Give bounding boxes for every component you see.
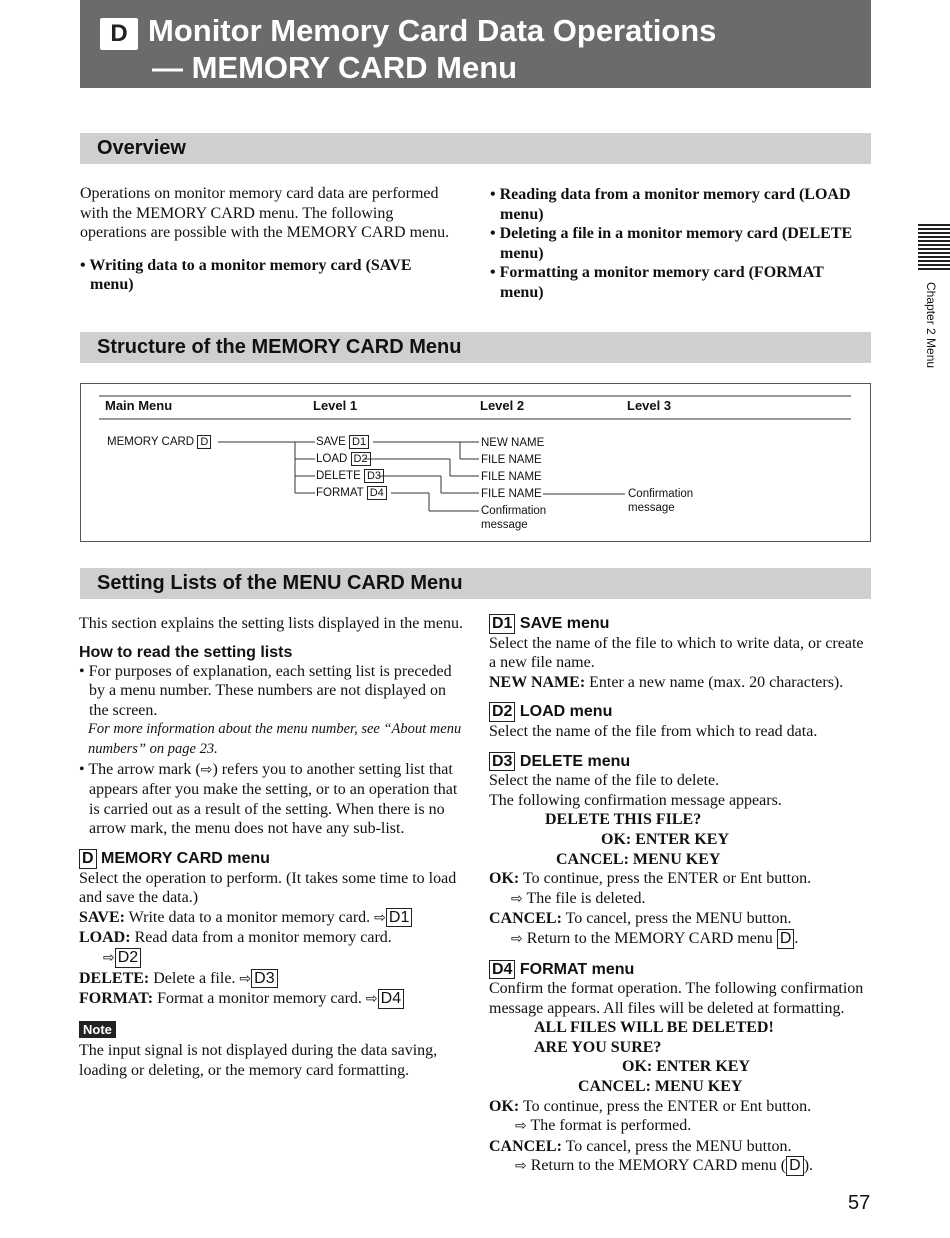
arrow-icon: ⇨ (515, 1118, 527, 1135)
page-title-line1: Monitor Memory Card Data Operations (148, 13, 717, 48)
chapter-tab-marker (918, 224, 950, 270)
node-confirmation: Confirmation message (481, 505, 547, 531)
format-ok-result: ⇨ The format is performed. (515, 1117, 692, 1135)
overview-bullet: • Formatting a monitor memory card (FORMAT menu) (490, 264, 824, 301)
diagram-lines (81, 384, 870, 541)
save-new-name: NEW NAME: Enter a new name (max. 20 characters). (489, 673, 844, 691)
load-menu-heading: D2 LOAD menu (489, 702, 874, 722)
setting-lists-right-column (489, 614, 874, 1177)
mc-load-item: LOAD: Read data from a monitor memory card. (79, 929, 392, 947)
overview-bullets-right (490, 185, 862, 303)
delete-cancel: CANCEL: To cancel, press the MENU button. (489, 910, 792, 928)
node-file-name: FILE NAME (481, 488, 542, 500)
col-level2: Level 2 (480, 398, 525, 413)
arrow-icon: ⇨ (239, 970, 252, 987)
overview-bullet: • Reading data from a monitor memory card (LOAD menu) (490, 186, 851, 223)
mc-format-item: FORMAT: Format a monitor memory card. ⇨ D4 (79, 989, 464, 1010)
delete-menu-desc: The following confirmation message appears. (489, 791, 782, 809)
node-save: SAVE D1 (316, 435, 369, 449)
delete-menu-desc: Select the name of the file to delete. (489, 772, 720, 790)
format-msg-line: OK: ENTER KEY (622, 1058, 751, 1076)
arrow-icon: ⇨ (103, 949, 115, 966)
arrow-icon: ⇨ (511, 890, 523, 907)
format-ok: OK: To continue, press the ENTER or Ent button. (489, 1097, 812, 1115)
overview-bullet: • Writing data to a monitor memory card (SAVE menu) (80, 256, 412, 294)
arrow-icon: ⇨ (200, 761, 213, 778)
mc-load-ref: ⇨ D2 (79, 948, 464, 969)
howto-bullet: • For purposes of explanation, each setting list is preceded by a menu number. These numbers are not displayed on the screen. (79, 662, 452, 719)
delete-ok-result: ⇨ The file is deleted. (511, 889, 646, 907)
overview-bullet: • Deleting a file in a monitor memory card (DELETE menu) (490, 225, 853, 262)
arrow-icon: ⇨ (374, 909, 386, 926)
arrow-icon: ⇨ (515, 1158, 527, 1175)
node-file-name: FILE NAME (481, 471, 542, 483)
section-structure (80, 332, 871, 363)
delete-ok: OK: To continue, press the ENTER or Ent button. (489, 870, 812, 888)
overview-intro-text: Operations on monitor memory card data are performed with the MEMORY CARD menu. The following operations are possible with the MEMORY CARD menu. (80, 185, 450, 242)
mc-delete-item: DELETE: Delete a file. ⇨ D3 (79, 969, 464, 990)
menu-structure-diagram (80, 383, 871, 542)
save-menu-heading: D1 SAVE menu (489, 614, 874, 634)
howto-note: For more information about the menu number, see “About menu numbers” on page 23. (88, 721, 462, 757)
delete-msg-line: DELETE THIS FILE? (545, 811, 702, 829)
col-level3: Level 3 (627, 398, 672, 413)
mc-menu-desc: Select the operation to perform. (It takes some time to load and save the data.) (79, 869, 457, 907)
setting-lists-left-column (79, 614, 464, 1080)
note-block (79, 1020, 464, 1040)
page-number: 57 (848, 1192, 871, 1214)
node-load: LOAD D2 (316, 452, 371, 466)
howto-bullet: • The arrow mark (⇨) refers you to another setting list that appears after you make the setting, or to an operation that is carried out as a result of the setting. When there is no arrow mark, the menu does not have any sub-list. (79, 760, 458, 838)
chapter-badge: D (100, 18, 138, 50)
arrow-icon: ⇨ (365, 991, 378, 1008)
section-setting-lists (80, 568, 871, 599)
format-menu-desc: Confirm the format operation. The following confirmation message appears. All files will be deleted at formatting. (489, 980, 864, 1017)
save-menu-desc: Select the name of the file to which to write data, or create a new file name. (489, 634, 864, 672)
node-delete: DELETE D3 (316, 469, 384, 483)
chapter-tab-label: Chapter 2 Menu (924, 282, 938, 369)
format-menu-heading: D4 FORMAT menu (489, 960, 874, 980)
node-new-name: NEW NAME (481, 437, 545, 449)
delete-cancel-result: ⇨ Return to the MEMORY CARD menu D . (511, 929, 799, 947)
node-file-name: FILE NAME (481, 454, 542, 466)
format-cancel-result: ⇨ Return to the MEMORY CARD menu ( D ). (515, 1157, 814, 1175)
col-level1: Level 1 (313, 398, 358, 413)
format-msg-line: ARE YOU SURE? (534, 1038, 662, 1056)
load-menu-desc: Select the name of the file from which to read data. (489, 722, 818, 740)
page-title-line2: — MEMORY CARD Menu (152, 50, 518, 85)
page-title-banner (80, 0, 871, 88)
node-memory-card: MEMORY CARD D (107, 435, 211, 449)
delete-msg-line: CANCEL: MENU KEY (556, 850, 721, 868)
note-label: Note (79, 1021, 116, 1038)
note-text: The input signal is not displayed during the data saving, loading or deleting, or the memory card formatting. (79, 1042, 438, 1079)
overview-intro (80, 184, 450, 295)
mc-menu-heading: D MEMORY CARD menu (79, 849, 464, 869)
howto-heading: How to read the setting lists (79, 643, 293, 661)
delete-menu-heading: D3 DELETE menu (489, 752, 874, 772)
delete-msg-line: OK: ENTER KEY (601, 830, 730, 848)
format-msg-line: CANCEL: MENU KEY (578, 1078, 743, 1096)
section-heading: Setting Lists of the MENU CARD Menu (97, 572, 463, 594)
node-confirmation-l3: Confirmation message (628, 488, 694, 514)
node-format: FORMAT D4 (316, 486, 387, 500)
format-cancel: CANCEL: To cancel, press the MENU button. (489, 1137, 792, 1155)
section-overview (80, 133, 871, 164)
format-msg-line: ALL FILES WILL BE DELETED! (534, 1019, 774, 1037)
col-main-menu: Main Menu (105, 398, 173, 413)
mc-save-item: SAVE: Write data to a monitor memory card. ⇨ D1 (79, 908, 464, 929)
section-heading: Structure of the MEMORY CARD Menu (97, 336, 462, 358)
setting-lists-intro: This section explains the setting lists displayed in the menu. (79, 615, 463, 632)
section-heading: Overview (97, 137, 186, 159)
arrow-icon: ⇨ (511, 930, 523, 947)
